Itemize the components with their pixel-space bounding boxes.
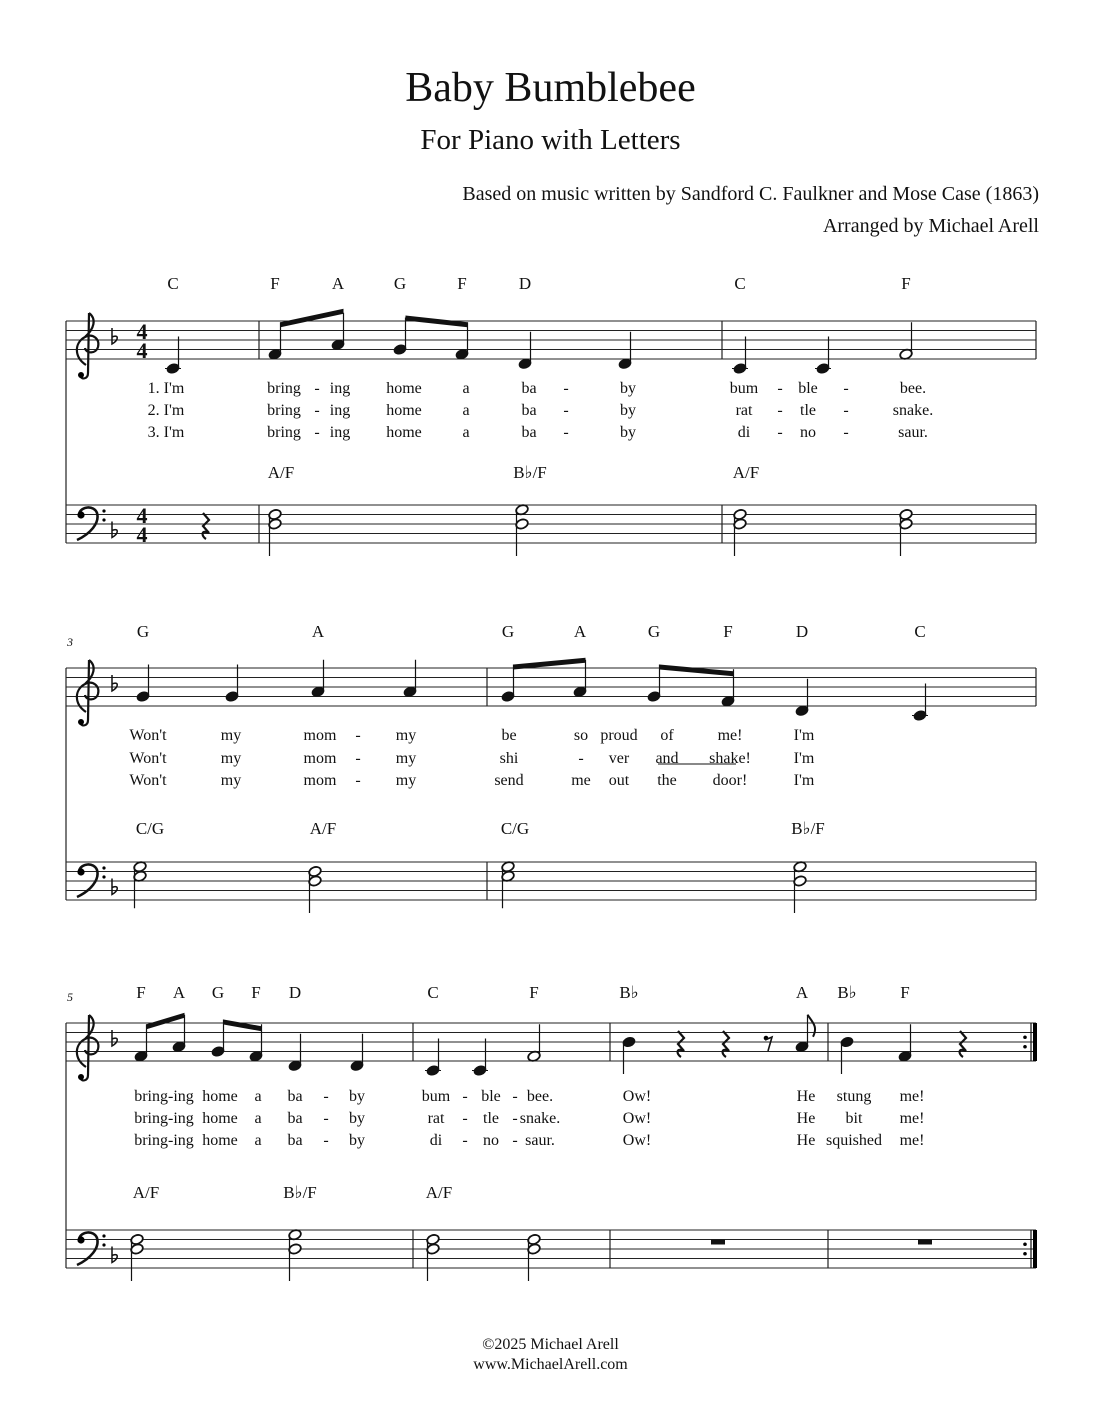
lyric-syllable: Won't [129,750,167,767]
beam [147,1013,185,1030]
melody-note-label: C [734,274,746,293]
repeat-dot [1023,1252,1027,1256]
treble-clef-stroke [77,313,98,378]
melody-note-label: D [518,274,532,293]
treble-clef-stroke [77,660,98,725]
lyric-syllable: ba [287,1088,303,1105]
melody-note-label: F [529,983,539,1002]
lyric-syllable: squished [826,1132,882,1149]
lyric-syllable: my [395,772,417,789]
repeat-thick-bar [1033,1023,1037,1061]
lyric-syllable: Ow! [622,1132,652,1149]
melody-note-label: A [573,622,587,641]
chord-label: B♭/F [283,1183,317,1202]
melody-note-label: D [288,983,302,1002]
beam [224,1020,262,1032]
time-signature-top: 4 [136,503,148,528]
lyric-syllable: saur. [525,1132,555,1149]
measure-number: 3 [67,635,73,649]
lyric-syllable: I'm [793,727,815,744]
eighth-flag [808,1015,816,1037]
lyric-syllable: - [323,1110,329,1127]
footer-website: www.MichaelArell.com [473,1356,628,1373]
lyric-syllable: - [563,424,569,441]
bass-clef-dot [102,1234,105,1237]
lyric-syllable: by [349,1110,365,1127]
lyric-syllable: so [573,727,589,744]
lyric-syllable: bit [845,1110,863,1127]
melody-note-label: F [723,622,733,641]
melody-note-label: D [795,622,809,641]
lyric-syllable: He [796,1088,816,1105]
lyric-syllable: mom [303,727,337,744]
lyric-syllable: - [462,1110,468,1127]
lyric-syllable: ver [608,750,630,767]
repeat-thick-bar [1033,1230,1037,1268]
page-title: Baby Bumblebee [405,65,696,111]
lyric-syllable: ba [521,424,537,441]
bass-clef-head [77,868,84,875]
lyric-syllable: tle [483,1110,499,1127]
bass-clef-dot [102,866,105,869]
lyric-syllable: by [620,402,636,419]
treble-clef-icon [77,660,98,725]
melody-note-label: F [136,983,146,1002]
lyric-syllable: bring [267,380,301,397]
chord-label: C/G [500,819,530,838]
footer-copyright: ©2025 Michael Arell [482,1336,619,1353]
lyric-syllable: mom [303,772,337,789]
lyric-syllable: - [777,380,783,397]
melody-note-label: F [901,274,911,293]
lyric-syllable: bum [729,380,759,397]
melody-note-label: G [647,622,661,641]
lyric-syllable: snake. [892,402,934,419]
time-signature-bottom: 4 [136,338,148,363]
treble-clef-dot [78,719,84,725]
bass-clef-head [77,511,84,518]
lyric-syllable: bum [421,1088,451,1105]
beam [281,309,344,328]
lyric-syllable: Won't [129,772,167,789]
quarter-rest-icon [203,513,209,539]
lyric-syllable: snake. [519,1110,561,1127]
lyric-syllable: a [254,1132,262,1149]
lyric-syllable: and [655,750,679,767]
lyric-syllable: a [462,424,470,441]
lyric-syllable: me! [899,1132,925,1149]
lyric-syllable: I'm [793,750,815,767]
lyric-syllable: Ow! [622,1088,652,1105]
lyric-syllable: my [220,727,242,744]
melody-note-label: G [393,274,407,293]
lyric-syllable: bee. [899,380,927,397]
chord-label: C/G [135,819,165,838]
lyric-syllable: - [355,727,361,744]
lyric-syllable: a [462,402,470,419]
melody-note-label: B♭ [619,983,639,1002]
lyric-syllable: me! [717,727,743,744]
lyric-syllable: mom [303,750,337,767]
lyric-syllable: - [323,1088,329,1105]
lyric-syllable: be [501,727,517,744]
melody-note-label: A [331,274,345,293]
treble-clef-icon [77,313,98,378]
lyric-syllable: - [355,772,361,789]
melody-note-label: C [427,983,439,1002]
quarter-rest-icon [960,1031,966,1057]
repeat-dot [1023,1242,1027,1246]
lyric-syllable: by [620,380,636,397]
lyric-syllable: - [563,380,569,397]
lyric-syllable: shake! [709,750,751,767]
lyric-syllable: a [254,1110,262,1127]
time-signature-bottom: 4 [136,522,148,547]
lyric-syllable: proud [600,727,638,744]
treble-clef-dot [78,372,84,378]
lyric-syllable: Won't [129,727,167,744]
melody-note-label: G [136,622,150,641]
lyric-syllable: He [796,1110,816,1127]
lyric-syllable: - [578,750,584,767]
lyric-syllable: ba [287,1132,303,1149]
lyric-syllable: home [386,424,422,441]
lyric-syllable: home [202,1132,238,1149]
lyric-syllable: my [395,727,417,744]
lyric-syllable: 3. I'm [147,424,185,441]
lyric-syllable: ing [329,402,351,419]
lyric-syllable: me! [899,1110,925,1127]
lyric-syllable: a [254,1088,262,1105]
repeat-dot [1023,1045,1027,1049]
bass-clef-dot [102,875,105,878]
time-signature-top: 4 [136,319,148,344]
melody-note-label: F [900,983,910,1002]
lyric-syllable: rat [735,402,753,419]
lyric-syllable: - [462,1132,468,1149]
lyric-syllable: bring-ing [134,1132,194,1149]
lyric-syllable: bring-ing [134,1110,194,1127]
melody-note-label: A [172,983,186,1002]
composer-credit: Based on music written by Sandford C. Faulkner and Mose Case (1863) [462,183,1039,205]
lyric-syllable: ba [521,380,537,397]
melody-note-label: C [914,622,926,641]
beam [406,316,468,328]
lyric-syllable: no [483,1132,499,1149]
chord-label: A/F [267,463,295,482]
measure-number: 5 [67,990,73,1004]
lyric-syllable: di [737,424,751,441]
quarter-rest-icon [678,1031,684,1057]
lyric-syllable: 1. I'm [147,380,185,397]
lyric-syllable: saur. [898,424,928,441]
melody-note-label: B♭ [837,983,857,1002]
melody-note-label: G [501,622,515,641]
lyric-syllable: - [512,1132,518,1149]
lyric-syllable: bee. [526,1088,554,1105]
lyric-syllable: the [657,772,677,789]
lyric-syllable: - [355,750,361,767]
treble-clef-icon [77,1015,98,1080]
chord-label: B♭/F [513,463,547,482]
lyric-syllable: bring-ing [134,1088,194,1105]
lyric-syllable: no [800,424,816,441]
lyric-syllable: stung [836,1088,872,1105]
melody-note-label: F [270,274,280,293]
whole-rest-icon [918,1240,932,1245]
treble-clef-dot [78,1074,84,1080]
lyric-syllable: He [796,1132,816,1149]
arranger-credit: Arranged by Michael Arell [822,215,1039,237]
bass-clef-head [77,1236,84,1243]
lyric-syllable: a [462,380,470,397]
lyric-syllable: me [571,772,591,789]
lyric-syllable: ble [481,1088,501,1105]
bass-clef-dot [102,1243,105,1246]
lyric-syllable: by [349,1132,365,1149]
lyric-syllable: - [512,1088,518,1105]
chord-label: A/F [309,819,337,838]
lyric-syllable: - [462,1088,468,1105]
lyric-syllable: Ow! [622,1110,652,1127]
lyric-syllable: - [512,1110,518,1127]
quarter-rest-icon [723,1031,729,1057]
lyric-syllable: - [314,402,320,419]
lyric-syllable: door! [712,772,748,789]
melody-note-label: C [167,274,179,293]
lyric-syllable: - [777,424,783,441]
repeat-dot [1023,1035,1027,1039]
lyric-syllable: tle [800,402,816,419]
lyric-syllable: rat [427,1110,445,1127]
lyric-syllable: home [202,1088,238,1105]
lyric-syllable: send [494,772,524,789]
lyric-syllable: shi [499,750,519,767]
lyric-syllable: - [563,402,569,419]
lyric-syllable: ing [329,380,351,397]
lyric-syllable: - [323,1132,329,1149]
lyric-syllable: ing [329,424,351,441]
page-subtitle: For Piano with Letters [420,124,681,156]
lyric-syllable: home [386,380,422,397]
whole-rest-icon [711,1240,725,1245]
melody-note-label: A [795,983,809,1002]
lyric-syllable: - [314,424,320,441]
lyric-syllable: ba [521,402,537,419]
lyric-syllable: me! [899,1088,925,1105]
lyric-syllable: by [349,1088,365,1105]
lyric-syllable: - [843,380,849,397]
lyric-syllable: - [843,424,849,441]
lyric-syllable: - [314,380,320,397]
chord-label: B♭/F [791,819,825,838]
lyric-syllable: out [608,772,630,789]
lyric-syllable: - [777,402,783,419]
lyric-syllable: bring [267,424,301,441]
lyric-syllable: I'm [793,772,815,789]
treble-clef-stroke [77,1015,98,1080]
lyric-syllable: my [220,750,242,767]
lyric-syllable: di [429,1132,443,1149]
lyric-syllable: my [395,750,417,767]
melody-note-label: G [211,983,225,1002]
bass-clef-dot [102,509,105,512]
chord-label: A/F [132,1183,160,1202]
bass-clef-dot [102,518,105,521]
beam [660,665,734,677]
lyric-syllable: 2. I'm [147,402,185,419]
lyric-syllable: - [843,402,849,419]
lyric-syllable: ba [287,1110,303,1127]
melody-note-label: F [457,274,467,293]
melody-note-label: F [251,983,261,1002]
melody-note-label: A [311,622,325,641]
lyric-syllable: my [220,772,242,789]
lyric-syllable: ble [798,380,818,397]
lyric-syllable: home [202,1110,238,1127]
lyric-syllable: bring [267,402,301,419]
chord-label: A/F [732,463,760,482]
chord-label: A/F [425,1183,453,1202]
lyric-syllable: home [386,402,422,419]
lyric-syllable: of [660,727,674,744]
eighth-rest-stroke [765,1037,772,1051]
lyric-syllable: by [620,424,636,441]
